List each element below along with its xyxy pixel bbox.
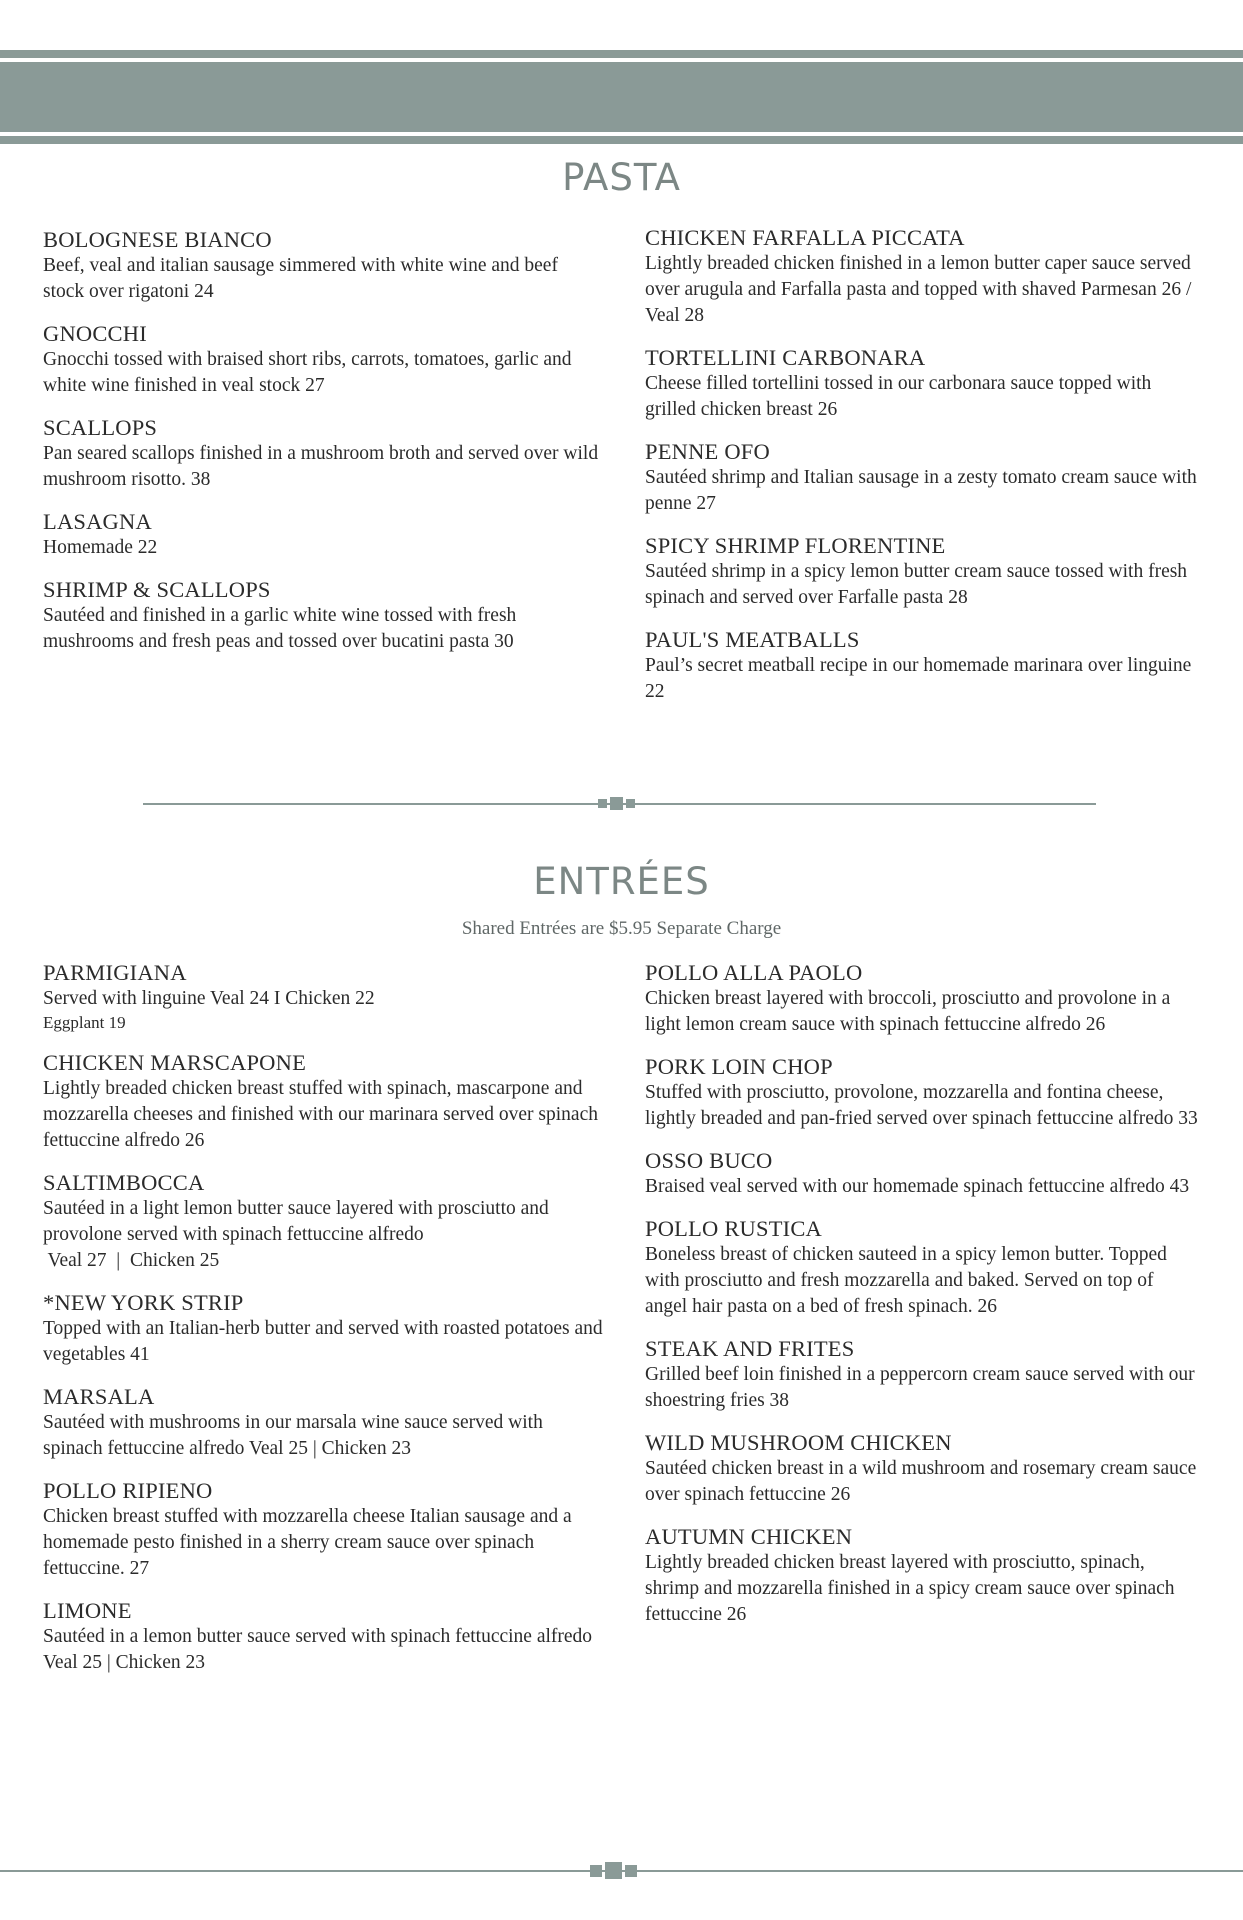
item-description: Sautéed in a lemon butter sauce served with spinach fettuccine alfredo Veal 25 | Chicken 23: [43, 1626, 593, 1673]
menu-item: [43, 1597, 603, 1676]
pasta-right-column: [645, 224, 1200, 720]
item-name: SALTIMBOCCA: [43, 1170, 205, 1195]
item-description: Lightly breaded chicken finished in a lemon butter caper sauce served over arugula and Farfalla pasta and topped with shaved Parmesan 26 / Veal 28: [645, 253, 1192, 326]
menu-item: [43, 1477, 603, 1582]
item-description: Sautéed with mushrooms in our marsala wine sauce served with spinach fettuccine alfredo Veal 25 | Chicken 23: [43, 1412, 543, 1459]
item-name: TORTELLINI CARBONARA: [645, 345, 926, 370]
item-description: Gnocchi tossed with braised short ribs, carrots, tomatoes, garlic and white wine finished in veal stock 27: [43, 349, 572, 396]
item-name: SPICY SHRIMP FLORENTINE: [645, 533, 946, 558]
item-name: CHICKEN FARFALLA PICCATA: [645, 225, 965, 250]
item-description: Boneless breast of chicken sauteed in a spicy lemon butter. Topped with prosciutto and fresh mozzarella and baked. Served on top of angel hair pasta on a bed of fresh spinach. 26: [645, 1244, 1167, 1317]
item-name: SHRIMP & SCALLOPS: [43, 577, 271, 602]
entrees-right-column: [645, 959, 1200, 1643]
item-description: Chicken breast layered with broccoli, prosciutto and provolone in a light lemon cream sauce with spinach fettuccine alfredo 26: [645, 988, 1171, 1035]
item-description: Sautéed in a light lemon butter sauce layered with prosciutto and provolone served with spinach fettuccine alfredo: [43, 1198, 549, 1245]
item-description: Chicken breast stuffed with mozzarella cheese Italian sausage and a homemade pesto finished in a sherry cream sauce over spinach fettuccine. 27: [43, 1506, 572, 1579]
header-band: [0, 62, 1243, 132]
menu-item: [645, 626, 1200, 705]
item-description: Lightly breaded chicken breast layered with prosciutto, spinach, shrimp and mozzarella finished in a spicy cream sauce over spinach fettuccine 26: [645, 1552, 1175, 1625]
item-description: Braised veal served with our homemade spinach fettuccine alfredo 43: [645, 1176, 1190, 1197]
item-prices: Veal 27 | Chicken 25: [43, 1250, 220, 1271]
item-description: Served with linguine Veal 24 I Chicken 22: [43, 988, 375, 1009]
item-name: POLLO RUSTICA: [645, 1216, 822, 1241]
item-name: LIMONE: [43, 1598, 132, 1623]
item-name: CHICKEN MARSCAPONE: [43, 1050, 307, 1075]
menu-item: [645, 1429, 1200, 1508]
menu-item: [645, 1053, 1200, 1132]
menu-item: [43, 576, 603, 655]
item-name: POLLO RIPIENO: [43, 1478, 213, 1503]
item-description: Topped with an Italian-herb butter and served with roasted potatoes and vegetables 41: [43, 1318, 603, 1365]
menu-item: [645, 532, 1200, 611]
pasta-title: PASTA: [562, 156, 681, 199]
item-name: MARSALA: [43, 1384, 155, 1409]
item-name: PARMIGIANA: [43, 960, 187, 985]
menu-item: [645, 224, 1200, 329]
item-name: WILD MUSHROOM CHICKEN: [645, 1430, 952, 1455]
menu-item: [43, 508, 603, 561]
item-name: GNOCCHI: [43, 321, 147, 346]
menu-item: [645, 1523, 1200, 1628]
item-description: Pan seared scallops finished in a mushroom broth and served over wild mushroom risotto. 38: [43, 443, 599, 490]
menu-item: [43, 414, 603, 493]
item-name: STEAK AND FRITES: [645, 1336, 855, 1361]
menu-item: [645, 344, 1200, 423]
item-name: AUTUMN CHICKEN: [645, 1524, 853, 1549]
menu-item: [645, 1147, 1200, 1200]
item-name: BOLOGNESE BIANCO: [43, 227, 272, 252]
item-description: Stuffed with prosciutto, provolone, mozzarella and fontina cheese, lightly breaded and pan-fried served over spinach fettuccine alfredo 33: [645, 1082, 1198, 1129]
menu-item: [43, 1049, 603, 1154]
header-rule-top: [0, 50, 1243, 58]
item-name: LASAGNA: [43, 509, 152, 534]
menu-item: [43, 1289, 603, 1368]
item-description: Homemade 22: [43, 537, 158, 558]
menu-item: [645, 438, 1200, 517]
footer-ornament: [590, 1862, 637, 1879]
menu-item: [43, 1169, 603, 1274]
menu-item: [645, 959, 1200, 1038]
item-name: POLLO ALLA PAOLO: [645, 960, 863, 985]
entrees-title: ENTRÉES: [533, 860, 710, 903]
item-description: Beef, veal and italian sausage simmered with white wine and beef stock over rigatoni 24: [43, 255, 558, 302]
menu-item: [43, 959, 603, 1034]
item-description: Sautéed and finished in a garlic white wine tossed with fresh mushrooms and fresh peas and tossed over bucatini pasta 30: [43, 605, 517, 652]
pasta-left-column: [43, 226, 603, 670]
menu-item: [43, 320, 603, 399]
item-description: Grilled beef loin finished in a peppercorn cream sauce served with our shoestring fries 38: [645, 1364, 1195, 1411]
item-name: OSSO BUCO: [645, 1148, 773, 1173]
divider-ornament: [598, 797, 635, 810]
item-name: PENNE OFO: [645, 439, 770, 464]
item-description: Paul’s secret meatball recipe in our homemade marinara over linguine 22: [645, 655, 1192, 702]
entrees-subtitle: Shared Entrées are $5.95 Separate Charge: [461, 918, 782, 939]
entrees-left-column: [43, 959, 603, 1691]
item-name: PORK LOIN CHOP: [645, 1054, 833, 1079]
item-name: PAUL'S MEATBALLS: [645, 627, 860, 652]
item-name: SCALLOPS: [43, 415, 158, 440]
item-description: Sautéed shrimp in a spicy lemon butter cream sauce tossed with fresh spinach and served over Farfalle pasta 28: [645, 561, 1188, 608]
item-description: Lightly breaded chicken breast stuffed with spinach, mascarpone and mozzarella cheeses and finished with our marinara served over spinach fettuccine alfredo 26: [43, 1078, 598, 1151]
item-description: Sautéed chicken breast in a wild mushroom and rosemary cream sauce over spinach fettuccine 26: [645, 1458, 1197, 1505]
menu-item: [43, 1383, 603, 1462]
item-extra: Eggplant 19: [43, 1013, 126, 1032]
header-rule-bottom: [0, 136, 1243, 144]
item-description: Cheese filled tortellini tossed in our carbonara sauce topped with grilled chicken breast 26: [645, 373, 1152, 420]
menu-item: [645, 1335, 1200, 1414]
menu-item: [645, 1215, 1200, 1320]
item-description: Sautéed shrimp and Italian sausage in a zesty tomato cream sauce with penne 27: [645, 467, 1197, 514]
item-name: *NEW YORK STRIP: [43, 1290, 244, 1315]
menu-item: [43, 226, 603, 305]
